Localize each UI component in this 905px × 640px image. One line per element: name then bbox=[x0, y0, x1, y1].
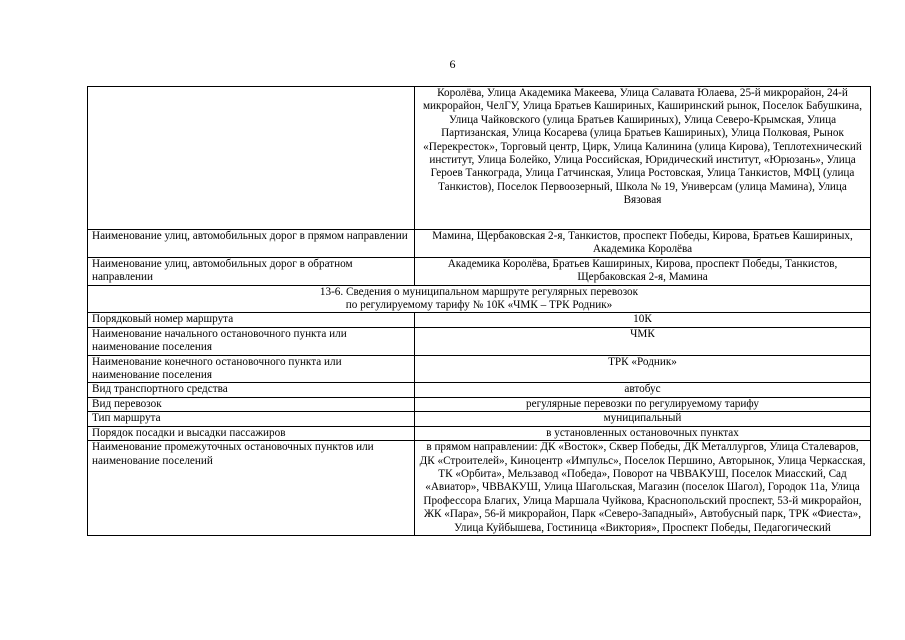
streets-backward-label: Наименование улиц, автомобильных дорог в обратном направлении bbox=[88, 257, 415, 285]
table-row bbox=[88, 355, 871, 383]
empty-label-cell bbox=[88, 87, 415, 230]
section-heading-row bbox=[88, 285, 871, 313]
streets-forward-label: Наименование улиц, автомобильных дорог в прямом направлении bbox=[88, 230, 415, 258]
streets-backward-value: Академика Королёва, Братьев Кашириных, Кирова, проспект Победы, Танкистов, Щербаковская 2-я, Мамина bbox=[415, 257, 871, 285]
start-stop-label: Наименование начального остановочного пункта или наименование поселения bbox=[88, 327, 415, 355]
table-row bbox=[88, 383, 871, 397]
end-stop-label: Наименование конечного остановочного пункта или наименование поселения bbox=[88, 355, 415, 383]
route-type-label: Тип маршрута bbox=[88, 412, 415, 426]
route-number-value: 10К bbox=[415, 313, 871, 327]
transport-kind-label: Вид перевозок bbox=[88, 397, 415, 411]
transport-kind-value: регулярные перевозки по регулируемому тарифу bbox=[415, 397, 871, 411]
route-table bbox=[87, 86, 871, 536]
vehicle-type-value: автобус bbox=[415, 383, 871, 397]
table-row bbox=[88, 412, 871, 426]
route-type-value: муниципальный bbox=[415, 412, 871, 426]
table-row bbox=[88, 257, 871, 285]
section-heading-line-2: по регулируемому тарифу № 10К «ЧМК – ТРК Родник» bbox=[345, 299, 613, 312]
page-number: 6 bbox=[449, 57, 456, 71]
table-row bbox=[88, 441, 871, 536]
table-row bbox=[88, 313, 871, 327]
intermediate-stops-label: Наименование промежуточных остановочных пунктов или наименование поселений bbox=[88, 441, 415, 536]
table-row bbox=[88, 426, 871, 440]
start-stop-value: ЧМК bbox=[415, 327, 871, 355]
boarding-order-label: Порядок посадки и высадки пассажиров bbox=[88, 426, 415, 440]
table-row bbox=[88, 397, 871, 411]
table-row bbox=[88, 230, 871, 258]
route-number-label: Порядковый номер маршрута bbox=[88, 313, 415, 327]
table-row bbox=[88, 327, 871, 355]
end-stop-value: ТРК «Родник» bbox=[415, 355, 871, 383]
streets-forward-value: Мамина, Щербаковская 2-я, Танкистов, проспект Победы, Кирова, Братьев Кашириных, Академика Королёва bbox=[415, 230, 871, 258]
section-heading bbox=[88, 285, 871, 313]
intermediate-stops-value: в прямом направлении: ДК «Восток», Сквер Победы, ДК Металлургов, Улица Сталеваров, ДК «Строителей», Киноцентр «Импульс», Поселок Першино, Авторынок, Улица Черкасская, ТК «Орбита», Мельзавод «Победа», Поворот на ЧВВАКУШ, Поселок Миасский, Сад «Авиатор», ЧВВАКУШ, Улица Шагольская, Магазин (поселок Шагол), Городок 11а, Улица Профессора Благих, Улица Маршала Чуйкова, Краснопольский проспект, 53-й микрорайон, ЖК «Пара», 56-й микрорайон, Парк «Северо-Западный», Автобусный парк, ТРК «Фиеста», Улица Куйбышева, Гостиница «Виктория», Проспект Победы, Педагогический bbox=[415, 441, 871, 536]
vehicle-type-label: Вид транспортного средства bbox=[88, 383, 415, 397]
continued-stops-list: Королёва, Улица Академика Макеева, Улица Салавата Юлаева, 25-й микрорайон, 24-й микрорайон, ЧелГУ, Улица Братьев Кашириных, Каширинский рынок, Поселок Бабушкина, Улица Чайковского (улица Братьев Кашириных), Улица Северо-Крымская, Улица Партизанская, Улица Косарева (улица Братьев Кашириных), Улица Полковая, Рынок «Перекресток», Торговый центр, Цирк, Улица Калинина (улица Кирова), Теплотехнический институт, Улица Болейко, Улица Российская, Юридический институт, «Юрюзань», Улица Героев Танкограда, Улица Гатчинская, Улица Ростовская, Улица Танкистов, МФЦ (улица Танкистов), Поселок Первоозерный, Школа № 19, Универсам (улица Мамина), Улица Вязовая bbox=[415, 87, 871, 230]
boarding-order-value: в установленных остановочных пунктах bbox=[415, 426, 871, 440]
table-row bbox=[88, 87, 871, 230]
section-heading-line-1: 13-6. Сведения о муниципальном маршруте регулярных перевозок bbox=[319, 285, 639, 298]
